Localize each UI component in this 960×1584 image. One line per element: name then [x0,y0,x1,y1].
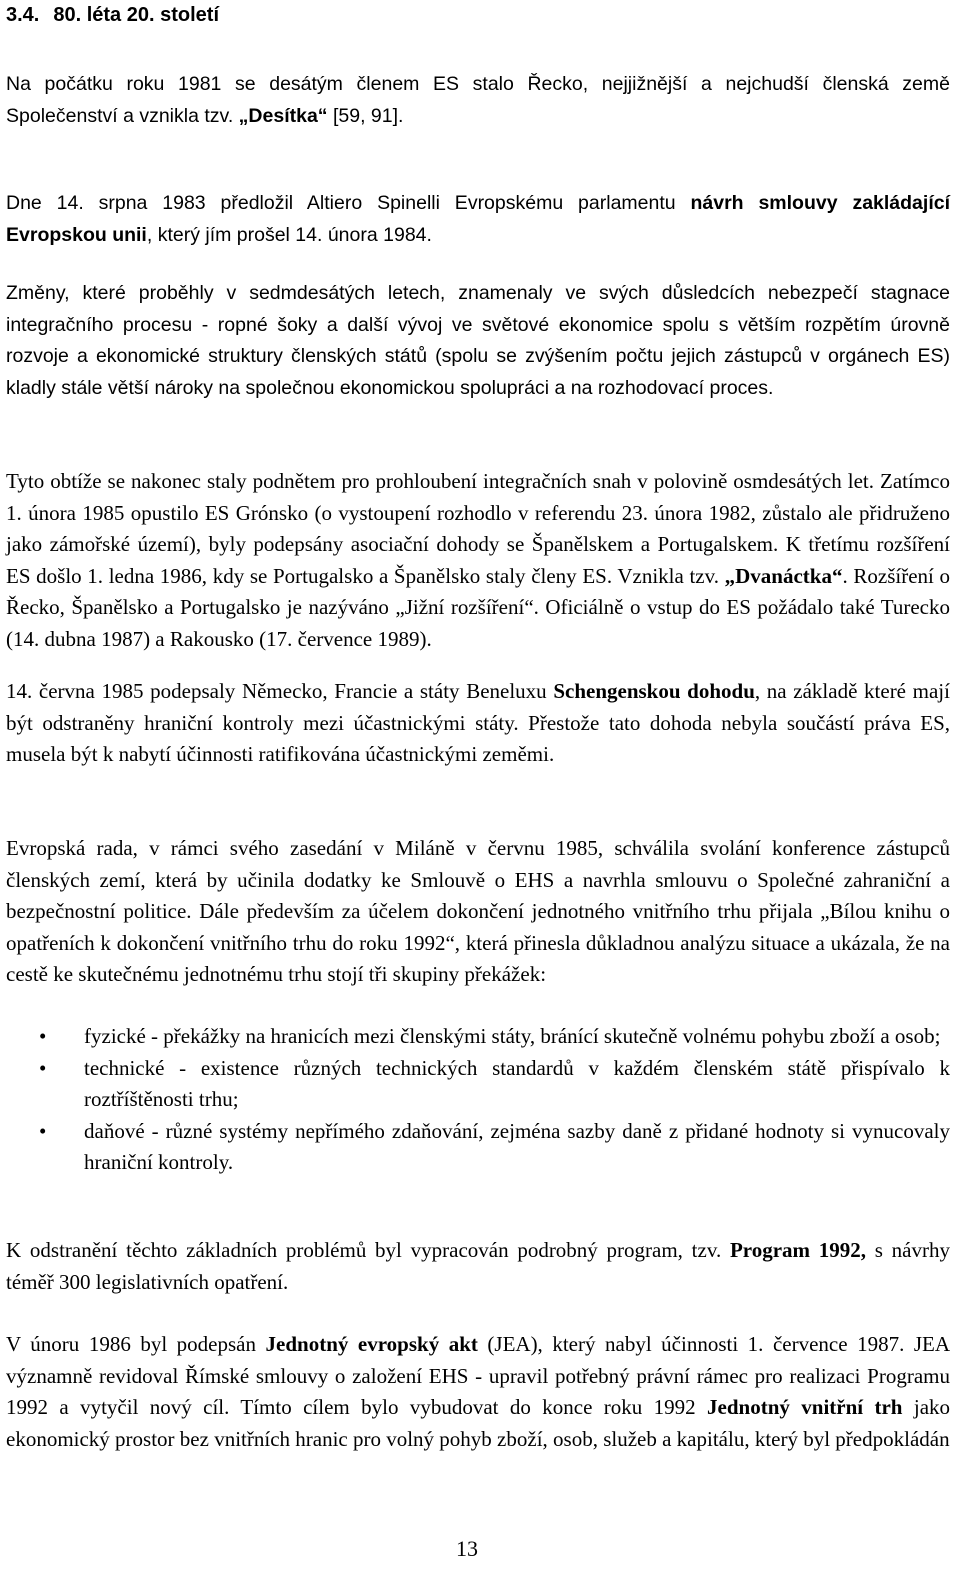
paragraph-7 [6,1235,950,1298]
p3-text: Změny, které proběhly v sedmdesátých letech, znamenaly ve svých důsledcích nebezpečí stagnace integračního procesu - ropné šoky a další vývoj ve světové ekonomice spolu s větším rozpětím úrovně rozvoje a ekonomické struktury členských států (spolu se zvýšením počtu jejich zástupců v orgánech ES) kladly stále větší nároky na společnou ekonomickou spolupráci a na rozhodovací proces. [6,282,950,399]
bullet-icon: • [39,1118,47,1143]
paragraph-3 [6,278,950,404]
paragraph-6 [6,833,950,991]
p6-text: Evropská rada, v rámci svého zasedání v Miláně v červnu 1985, schválila svolání konference zástupců členských zemí, která by učinila dodatky ke Smlouvě o EHS a navrhla smlouvu o Společné zahraniční a bezpečnostní politice. Dále především za účelem dokončení jednotného vnitřního trhu přijala „Bílou knihu o opatřeních k dokončení vnitřního trhu do roku 1992“, která přinesla důkladnou analýzu situace a ukázala, že na cestě ke skutečnému jednotnému trhu stojí tři skupiny překážek: [6,836,950,986]
list-item-text: daňové - různé systémy nepřímého zdaňování, zejména sazby daně z přidané hodnoty si vynucovaly hraniční kontroly. [84,1118,950,1174]
p8-tail: jako ekonomický prostor bez vnitřních hranic pro volný pohyb zboží, osob, služeb a kapitálu, který byl předpokládán [6,1395,951,1451]
paragraph-5 [6,676,950,771]
bullet-icon: • [39,1024,47,1048]
p2-tail: , který jím prošel 14. února 1984. [146,223,432,246]
bullet-icon: • [39,1055,47,1080]
p1-text: Na počátku roku 1981 se desátým členem ES stalo Řecko, nejjižnější a nejchudší členská země Společenství a vznikla tzv. [6,73,950,127]
section-heading [6,4,219,27]
p8-bold-1: Jednotný evropský akt [265,1332,478,1356]
section-title: 80. léta 20. století [53,4,219,26]
p7-tail: s návrhy téměř 300 legislativních opatření. [6,1238,950,1294]
list-item [6,1116,950,1179]
p2-text: Dne 14. srpna 1983 předložil Altiero Spinelli Evropskému parlamentu [6,192,691,214]
p1-tail: [59, 91]. [327,104,404,127]
paragraph-8 [6,1329,950,1455]
list-item [6,1053,950,1116]
p5-bold: Schengenskou dohodu [553,679,755,703]
p8-text: V únoru 1986 byl podepsán [6,1332,266,1356]
p7-bold: Program 1992, [729,1238,867,1262]
obstacles-list [6,1021,950,1179]
p2-bold: návrh smlouvy zakládající Evropskou unii [6,192,950,246]
p8-bold-2: Jednotný vnitřní trh [707,1395,903,1419]
list-item [6,1021,950,1053]
p4-tail: . Rozšíření o Řecko, Španělsko a Portugalsko je nazýváno „Jižní rozšíření“. Oficiálně o vstup do ES požádalo také Turecko (14. dubna 1987) a Rakousko (17. července 1989). [6,563,951,651]
paragraph-2 [6,188,950,251]
page-number: 13 [456,1536,478,1561]
p8-middle: (JEA), který nabyl účinnosti 1. července 1987. JEA významně revidoval Římské smlouvy o založení EHS - upravil potřebný právní rámec pro realizaci Programu 1992 a vytyčil nový cíl. Tímto cílem bylo vybudovat do konce roku 1992 [6,1332,950,1419]
paragraph-4 [6,466,950,655]
p4-bold: „Dvanáctka“ [724,563,843,588]
p5-tail: , na základě které mají být odstraněny hraniční kontroly mezi účastnickými státy. Přestože tato dohoda nebyla součástí práva ES, musela být k nabytí účinnosti ratifikována účastnickými zeměmi. [6,679,950,766]
p5-text: 14. června 1985 podepsaly Německo, Francie a státy Beneluxu [6,679,554,703]
p4-text: Tyto obtíže se nakonec staly podnětem pro prohloubení integračních snah v polovině osmdesátých let. Zatímco 1. února 1985 opustilo ES Grónsko (o vystoupení rozhodlo v referendu 23. února 1982, zůstalo ale přidruženo jako zámořské území), byly podepsány asociační dohody se Španělskem a Portugalskem. K třetímu rozšíření ES došlo 1. ledna 1986, kdy se Portugalsko a Španělsko staly členy ES. Vznikla tzv. [6,469,950,588]
paragraph-1 [6,69,950,132]
p7-text: K odstranění těchto základních problémů byl vypracován podrobný program, tzv. [6,1238,730,1262]
list-item-text: fyzické - překážky na hranicích mezi členskými státy, bránící skutečně volnému pohybu zboží a osob; [84,1024,941,1048]
list-item-text: technické - existence různých technických standardů v každém členském státě přispívalo k roztříštěnosti trhu; [84,1055,950,1111]
p1-bold: „Desítka“ [238,104,328,127]
section-number: 3.4. [6,4,40,26]
